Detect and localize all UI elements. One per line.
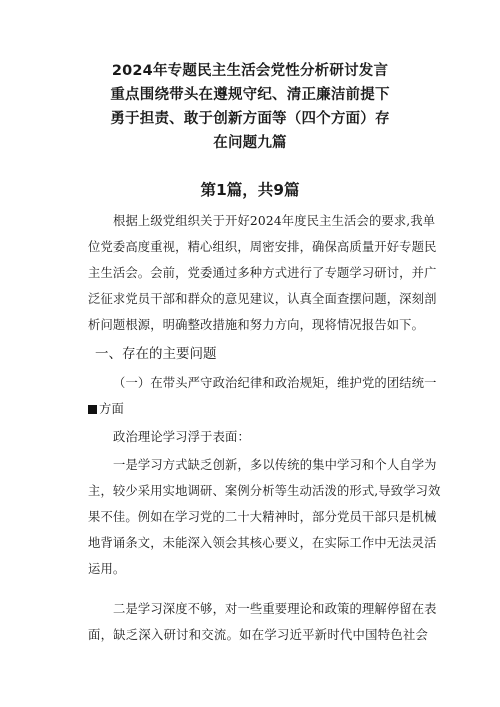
section-heading: 一、存在的主要问题	[95, 346, 217, 362]
document-title-line-1: 2024年专题民主生活会党性分析研讨发言	[111, 63, 389, 79]
document-title-line-4: 在问题九篇	[213, 135, 287, 151]
part-label: 第1篇，共9篇	[200, 181, 300, 199]
para1-line-1: 一是学习方式缺乏创新，多以传统的集中学习和个人自学为	[113, 458, 437, 472]
para1-line-2: 主，较少采用实地调研、案例分析等生动活泼的形式,导致学习效	[88, 484, 441, 498]
intro-line-2: 位党委高度重视，精心组织，周密安排，确保高质量开好专题民	[88, 240, 437, 254]
para2-line-2: 面，缺乏深入研讨和交流。如在学习近平新时代中国特色社会	[88, 628, 428, 642]
intro-line-1: 根据上级党组织关于开好2024年度民主生活会的要求,我单	[113, 214, 436, 228]
document-title-line-3: 勇于担责、敢于创新方面等（四个方面）存	[110, 111, 390, 127]
para1-line-3: 果不佳。例如在学习党的二十大精神时，部分党员干部只是机械	[88, 510, 437, 524]
para2-line-1: 二是学习深度不够，对一些重要理论和政策的理解停留在表	[113, 602, 437, 616]
square-bullet-icon	[88, 405, 97, 414]
intro-line-5: 析问题根源，明确整改措施和努力方向，现将情况报告如下。	[88, 318, 425, 332]
point-heading: 政治理论学习浮于表面：	[113, 430, 250, 444]
subsection-heading-line-2	[88, 400, 428, 418]
subsection-heading-text: 方面	[99, 402, 124, 416]
intro-line-4: 泛征求党员干部和群众的意见建议，认真全面查摆问题，深刻剖	[88, 292, 437, 306]
document-title-line-2: 重点围绕带头在遵规守纪、清正廉洁前提下	[110, 87, 390, 103]
para1-line-4: 地背诵条文，未能深入领会其核心要义，在实际工作中无法灵活	[88, 536, 437, 550]
subsection-heading-line-1: （一）在带头严守政治纪律和政治规矩，维护党的团结统一	[113, 376, 437, 390]
intro-line-3: 主生活会。会前，党委通过多种方式进行了专题学习研讨，并广	[88, 266, 437, 280]
para1-line-5: 运用。	[88, 562, 126, 576]
